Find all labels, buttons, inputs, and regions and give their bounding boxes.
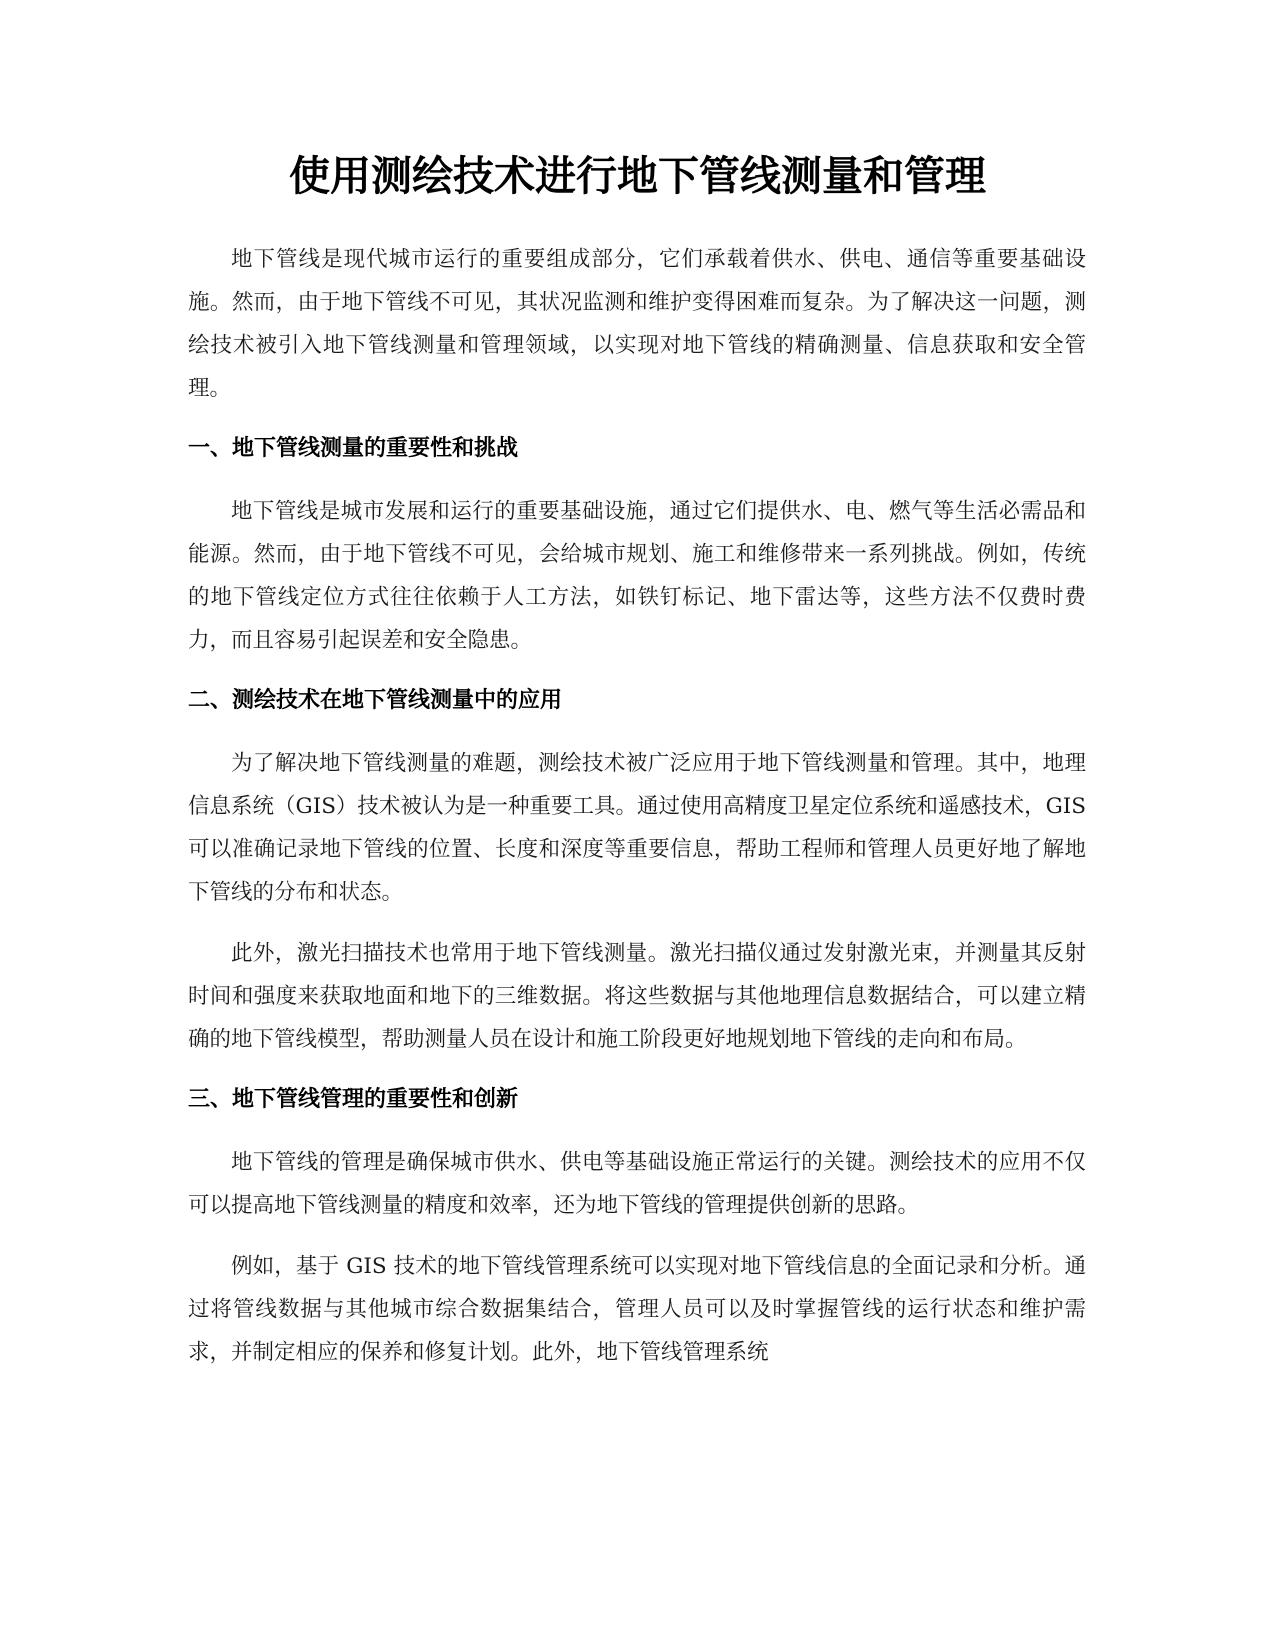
section-3-heading: 三、地下管线管理的重要性和创新: [188, 1087, 519, 1112]
section-2-paragraph-1: 为了解决地下管线测量的难题，测绘技术被广泛应用于地下管线测量和管理。其中，地理信息系统（GIS）技术被认为是一种重要工具。通过使用高精度卫星定位系统和遥感技术，GIS 可以准确记录地下管线的位置、长度和深度等重要信息，帮助工程师和管理人员更好地了解地下管线的分布和状态。: [188, 751, 1086, 905]
section-3-paragraph-1: 地下管线的管理是确保城市供水、供电等基础设施正常运行的关键。测绘技术的应用不仅可以提高地下管线测量的精度和效率，还为地下管线的管理提供创新的思路。: [188, 1150, 1086, 1218]
section-3-paragraph-2: 例如，基于 GIS 技术的地下管线管理系统可以实现对地下管线信息的全面记录和分析。通过将管线数据与其他城市综合数据集结合，管理人员可以及时掌握管线的运行状态和维护需求，并制定相应的保养和修复计划。此外，地下管线管理系统: [188, 1254, 1086, 1365]
section-1-paragraph-1: 地下管线是城市发展和运行的重要基础设施，通过它们提供水、电、燃气等生活必需品和能源。然而，由于地下管线不可见，会给城市规划、施工和维修带来一系列挑战。例如，传统的地下管线定位方式往往依赖于人工方法，如铁钉标记、地下雷达等，这些方法不仅费时费力，而且容易引起误差和安全隐患。: [188, 499, 1086, 653]
section-2-heading: 二、测绘技术在地下管线测量中的应用: [188, 688, 563, 713]
document-title: 使用测绘技术进行地下管线测量和管理: [289, 152, 986, 200]
section-1-heading: 一、地下管线测量的重要性和挑战: [188, 436, 519, 461]
intro-paragraph: 地下管线是现代城市运行的重要组成部分，它们承载着供水、供电、通信等重要基础设施。然而，由于地下管线不可见，其状况监测和维护变得困难而复杂。为了解决这一问题，测绘技术被引入地下管线测量和管理领域，以实现对地下管线的精确测量、信息获取和安全管理。: [188, 247, 1086, 401]
section-2-paragraph-2: 此外，激光扫描技术也常用于地下管线测量。激光扫描仪通过发射激光束，并测量其反射时间和强度来获取地面和地下的三维数据。将这些数据与其他地理信息数据结合，可以建立精确的地下管线模型，帮助测量人员在设计和施工阶段更好地规划地下管线的走向和布局。: [188, 941, 1086, 1052]
document-body: [188, 238, 1086, 1392]
